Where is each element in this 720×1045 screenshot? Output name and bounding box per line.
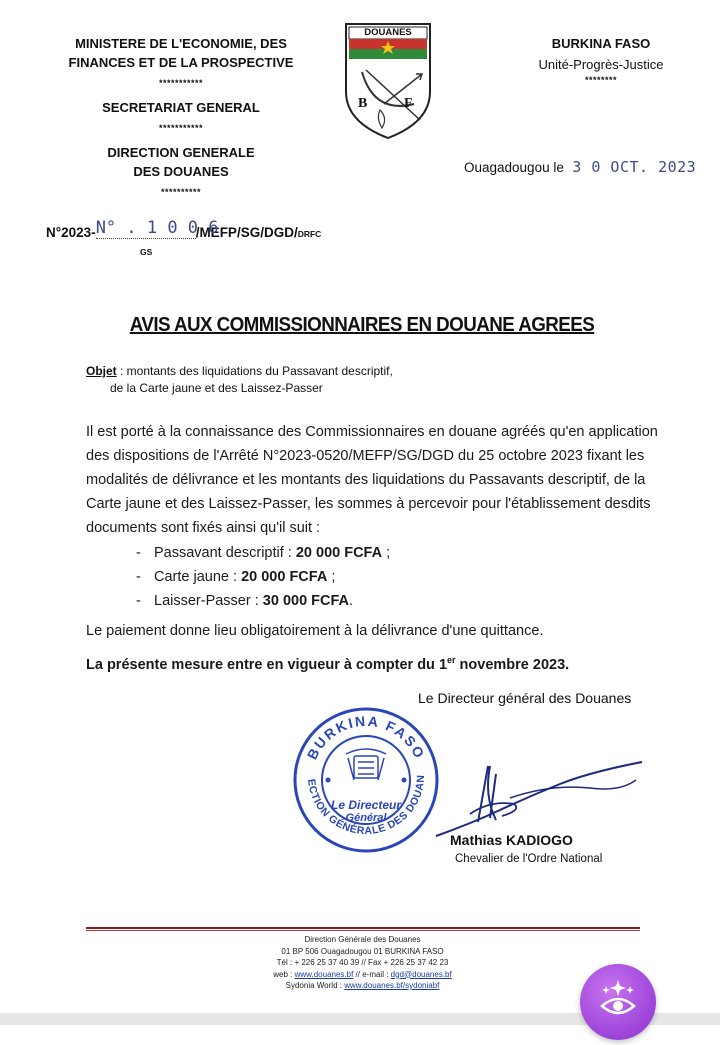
stars-divider: ***********: [158, 78, 204, 88]
secretariat-title: SECRETARIAT GENERAL: [102, 100, 260, 115]
effective-before: La présente mesure entre en vigueur à compter du 1: [86, 656, 448, 673]
emblem-banner: DOUANES: [364, 27, 412, 38]
paragraph-line: Il est porté à la connaissance des Commissionnaires en douane agréés qu'en application: [86, 424, 658, 440]
list-item: - Passavant descriptif : 20 000 FCFA ;: [136, 545, 391, 561]
fee-end: ;: [327, 569, 336, 585]
fees-list: [136, 541, 390, 613]
fee-amount: 20 000 FCFA: [295, 545, 383, 561]
footer-address: 01 BP 506 Ouagadougou 01 BURKINA FASO: [281, 946, 444, 956]
website-link[interactable]: www.douanes.bf: [294, 969, 354, 979]
effective-after: novembre 2023.: [455, 656, 570, 673]
lens-fab-button[interactable]: [580, 964, 656, 1040]
stamp-center-line-2: Général: [345, 812, 387, 824]
paragraph-line: documents sont fixés ainsi qu'il suit :: [86, 520, 321, 536]
reference-sub: GS: [140, 247, 153, 257]
fee-label: Carte jaune :: [154, 569, 242, 585]
effective-sup: er: [447, 655, 456, 665]
paragraph-line: modalités de délivrance et les montants des liquidations du Passavants descriptif, de la: [86, 472, 646, 488]
footer-email-label: // e-mail :: [353, 969, 391, 979]
fee-amount: 20 000 FCFA: [241, 569, 328, 585]
place-date: [464, 158, 696, 177]
country-name: BURKINA FASO: [551, 36, 651, 51]
fee-label: Laisser-Passer :: [154, 593, 263, 609]
ministry-line-2: FINANCES ET DE LA PROSPECTIVE: [68, 55, 294, 70]
stamp-top-text: BURKINA FASO: [303, 712, 429, 763]
stamp-center-line-1: Le Directeur: [330, 798, 402, 812]
reference-small-suffix: DRFC: [297, 229, 322, 239]
footer-contact: [180, 934, 545, 992]
national-motto: Unité-Progrès-Justice: [538, 57, 664, 72]
reference-suffix: /MEFP/SG/DGD/: [195, 225, 298, 240]
official-stamp: [292, 706, 440, 854]
document-title: AVIS AUX COMMISSIONNAIRES EN DOUANE AGREES: [129, 314, 595, 336]
date-stamp: 3 0 OCT. 2023: [572, 158, 697, 176]
reference-prefix: N°2023-: [46, 225, 96, 240]
footer-phone: Tél : + 226 25 37 40 39 // Fax + 226 25 37 42 23: [276, 958, 449, 967]
stars-divider: ********: [584, 75, 618, 85]
stars-divider: **********: [160, 187, 202, 197]
footer-sydonia-line: [180, 980, 545, 992]
fee-amount: 30 000 FCFA: [262, 593, 350, 609]
main-paragraph: [86, 420, 656, 540]
footer-divider-thin: [86, 930, 640, 931]
signatory-distinction: Chevalier de l'Ordre National: [455, 853, 603, 865]
eye-sparkle-icon: [580, 964, 656, 1040]
country-header: [520, 34, 682, 85]
svg-text:BURKINA FASO: [304, 713, 429, 762]
signatory-role: Le Directeur général des Douanes: [418, 690, 632, 706]
list-item: - Laisser-Passer : 30 000 FCFA.: [136, 593, 354, 609]
fee-end: .: [349, 593, 354, 609]
list-item: - Carte jaune : 20 000 FCFA ;: [136, 569, 336, 585]
object-label: Objet: [86, 364, 117, 378]
signatory-name: Mathias KADIOGO: [450, 832, 573, 848]
emblem-letter-b: B: [358, 96, 368, 111]
fee-end: ;: [382, 545, 391, 561]
paragraph-line: des dispositions de l'Arrêté N°2023-0520/MEFP/SG/DGD du 25 octobre 2023 fixant les: [86, 448, 645, 464]
footer-web-line: [180, 969, 545, 981]
email-link[interactable]: dgd@douanes.bf: [390, 969, 452, 979]
direction-line-2: DES DOUANES: [133, 164, 229, 179]
direction-line-1: DIRECTION GENERALE: [107, 145, 255, 160]
footer-divider: [86, 927, 640, 929]
footer-sydonia-label: Sydonia World :: [285, 981, 345, 990]
reference-number: [46, 218, 322, 243]
customs-shield-icon: [344, 22, 432, 140]
effective-date: [86, 648, 569, 677]
footer-web-label: web :: [273, 969, 295, 979]
stamp-bottom-text: ECTION GÉNÉRALE DES DOUAN: [305, 774, 428, 838]
ministry-header: [40, 34, 322, 202]
payment-note: Le paiement donne lieu obligatoirement à la délivrance d'une quittance.: [86, 623, 544, 639]
object-line-1: : montants des liquidations du Passavant descriptif,: [116, 364, 393, 378]
fee-label: Passavant descriptif :: [154, 545, 296, 561]
stars-divider: ***********: [158, 123, 204, 133]
customs-emblem: [344, 22, 432, 140]
ministry-line-1: MINISTERE DE L'ECONOMIE, DES: [75, 36, 287, 51]
emblem-letter-f: F: [404, 96, 413, 111]
object-line-2: de la Carte jaune et des Laissez-Passer: [110, 381, 323, 395]
place-label: Ouagadougou le: [464, 160, 564, 175]
reference-handwritten: N° . 1 0 0 6: [95, 218, 219, 238]
object-block: [86, 363, 393, 397]
paragraph-line: Carte jaune et des Laissez-Passer, les sommes à percevoir pour l'établissement desdits: [86, 496, 651, 512]
footer-org: Direction Générale des Douanes: [304, 935, 421, 944]
sydonia-link[interactable]: www.douanes.bf/sydoniabf: [344, 981, 440, 990]
stamp-seal-icon: [292, 706, 440, 854]
